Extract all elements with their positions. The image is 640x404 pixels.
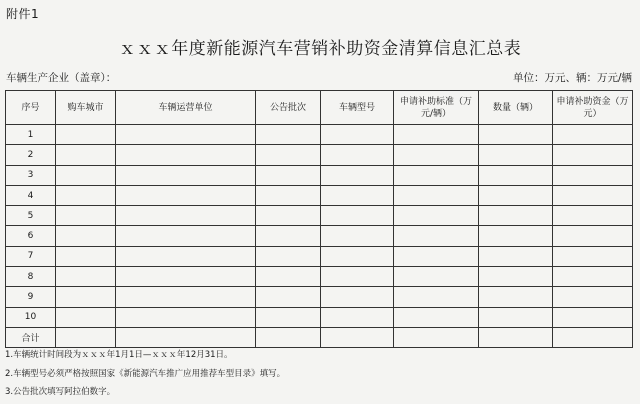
empty-cell (321, 206, 394, 226)
empty-cell (553, 226, 633, 246)
empty-cell (256, 206, 321, 226)
empty-cell (553, 287, 633, 307)
empty-cell (394, 246, 479, 266)
empty-cell (56, 287, 116, 307)
header-cell: 购车城市 (56, 91, 116, 125)
empty-cell (116, 267, 256, 287)
header-cell: 序号 (6, 91, 56, 125)
empty-cell (56, 145, 116, 165)
table-row (6, 307, 633, 327)
empty-cell (116, 185, 256, 205)
header-cell: 车辆运营单位 (116, 91, 256, 125)
table-row (6, 125, 633, 145)
empty-cell (116, 327, 256, 347)
empty-cell (116, 145, 256, 165)
empty-cell (116, 246, 256, 266)
empty-cell (553, 327, 633, 347)
empty-cell (321, 226, 394, 246)
empty-cell (256, 226, 321, 246)
header-cell: 申请补助资金（万元） (553, 91, 633, 125)
empty-cell (256, 267, 321, 287)
row-index-cell: 6 (6, 226, 56, 246)
empty-cell (553, 246, 633, 266)
empty-cell (479, 327, 553, 347)
company-label: 车辆生产企业（盖章）： (6, 72, 117, 84)
empty-cell (394, 267, 479, 287)
empty-cell (394, 125, 479, 145)
empty-cell (394, 165, 479, 185)
empty-cell (321, 307, 394, 327)
empty-cell (256, 145, 321, 165)
empty-cell (553, 206, 633, 226)
empty-cell (394, 327, 479, 347)
row-index-cell: 9 (6, 287, 56, 307)
empty-cell (56, 185, 116, 205)
row-index-cell: 4 (6, 185, 56, 205)
summary-table (5, 90, 633, 348)
empty-cell (256, 307, 321, 327)
empty-cell (256, 246, 321, 266)
empty-cell (479, 307, 553, 327)
empty-cell (479, 206, 553, 226)
empty-cell (56, 125, 116, 145)
row-index-cell: 合计 (6, 327, 56, 347)
row-index-cell: 7 (6, 246, 56, 266)
empty-cell (56, 267, 116, 287)
empty-cell (394, 145, 479, 165)
empty-cell (321, 165, 394, 185)
row-index-cell: 10 (6, 307, 56, 327)
total-row (6, 327, 633, 347)
table-row (6, 185, 633, 205)
empty-cell (479, 246, 553, 266)
empty-cell (256, 165, 321, 185)
empty-cell (553, 267, 633, 287)
empty-cell (553, 165, 633, 185)
empty-cell (479, 185, 553, 205)
empty-cell (116, 165, 256, 185)
empty-cell (56, 246, 116, 266)
empty-cell (321, 246, 394, 266)
header-cell: 公告批次 (256, 91, 321, 125)
page-title: ｘｘｘ年度新能源汽车营销补助资金清算信息汇总表 (118, 39, 522, 59)
empty-cell (479, 125, 553, 145)
empty-cell (56, 226, 116, 246)
empty-cell (256, 287, 321, 307)
empty-cell (321, 287, 394, 307)
empty-cell (256, 327, 321, 347)
empty-cell (394, 287, 479, 307)
row-index-cell: 3 (6, 165, 56, 185)
attachment-label: 附件1 (6, 7, 40, 21)
table-row (6, 165, 633, 185)
empty-cell (321, 145, 394, 165)
notes (5, 346, 285, 402)
empty-cell (394, 206, 479, 226)
empty-cell (321, 125, 394, 145)
empty-cell (116, 287, 256, 307)
empty-cell (256, 125, 321, 145)
header-cell: 申请补助标准（万元/辆） (394, 91, 479, 125)
empty-cell (479, 287, 553, 307)
header-cell: 数量（辆） (479, 91, 553, 125)
row-index-cell: 2 (6, 145, 56, 165)
row-index-cell: 8 (6, 267, 56, 287)
empty-cell (479, 165, 553, 185)
empty-cell (479, 226, 553, 246)
empty-cell (479, 145, 553, 165)
table-row (6, 206, 633, 226)
empty-cell (394, 226, 479, 246)
table-row (6, 145, 633, 165)
table-row (6, 246, 633, 266)
row-index-cell: 5 (6, 206, 56, 226)
empty-cell (394, 307, 479, 327)
table-row (6, 267, 633, 287)
note-line: 3.公告批次填写阿拉伯数字。 (5, 387, 116, 397)
empty-cell (553, 307, 633, 327)
empty-cell (256, 185, 321, 205)
empty-cell (116, 125, 256, 145)
table-row (6, 287, 633, 307)
empty-cell (56, 327, 116, 347)
unit-label: 单位：万元、辆：万元/辆 (512, 72, 632, 84)
empty-cell (321, 185, 394, 205)
table-header-row (6, 91, 633, 125)
empty-cell (116, 307, 256, 327)
empty-cell (553, 185, 633, 205)
empty-cell (394, 185, 479, 205)
empty-cell (56, 206, 116, 226)
empty-cell (553, 125, 633, 145)
header-cell: 车辆型号 (321, 91, 394, 125)
empty-cell (321, 327, 394, 347)
empty-cell (321, 267, 394, 287)
empty-cell (56, 165, 116, 185)
note-line: 1.车辆统计时间段为ｘｘｘ年1月1日—ｘｘｘ年12月31日。 (5, 350, 233, 360)
row-index-cell: 1 (6, 125, 56, 145)
empty-cell (479, 267, 553, 287)
empty-cell (116, 226, 256, 246)
empty-cell (116, 206, 256, 226)
table-row (6, 226, 633, 246)
note-line: 2.车辆型号必须严格按照国家《新能源汽车推广应用推荐车型目录》填写。 (5, 368, 286, 379)
empty-cell (56, 307, 116, 327)
empty-cell (553, 145, 633, 165)
